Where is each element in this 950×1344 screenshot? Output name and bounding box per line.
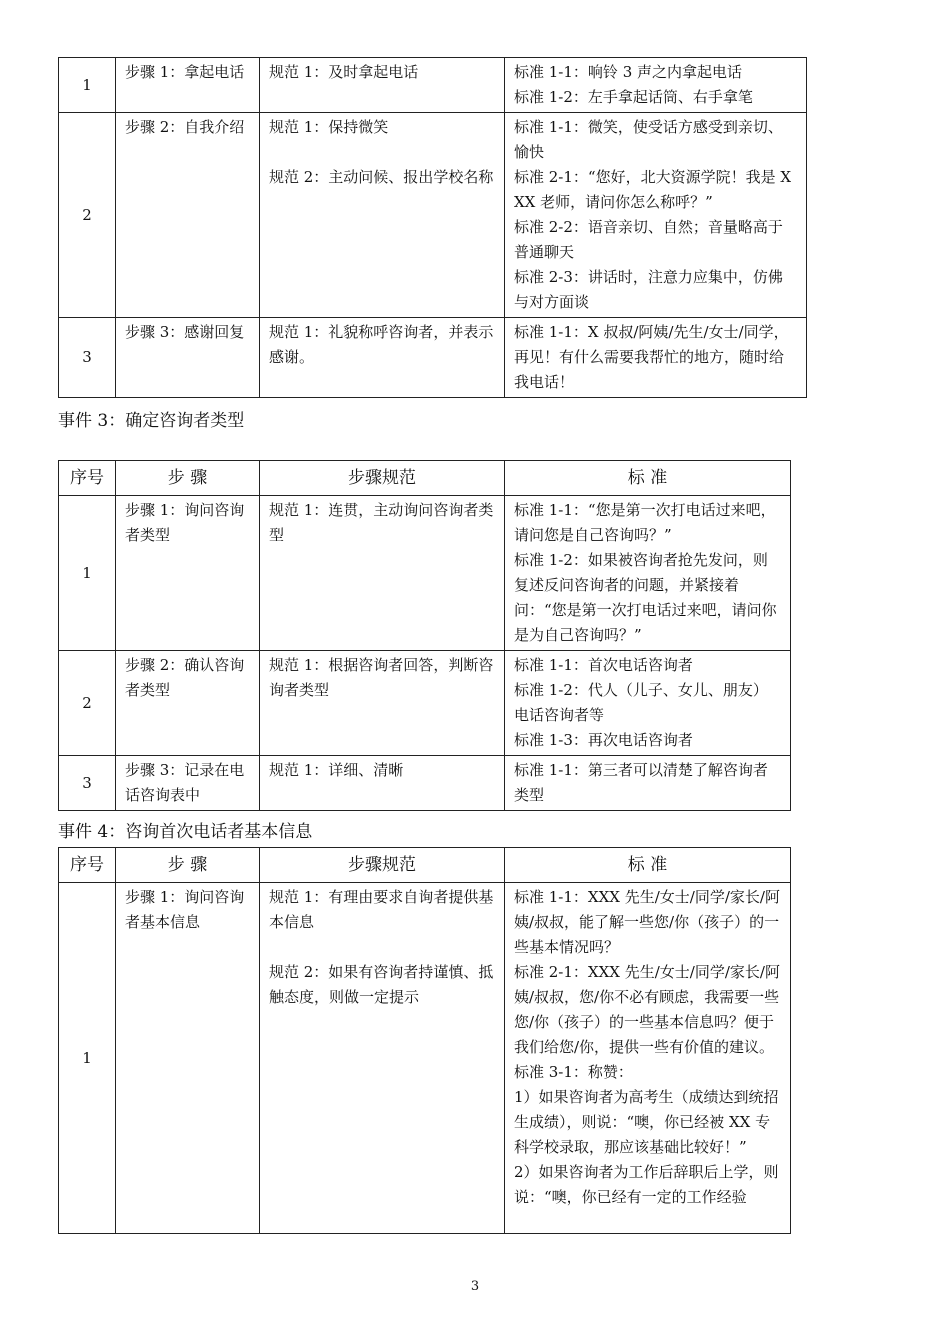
norm-cell — [260, 58, 505, 113]
step-cell: 步骤 2：自我介绍 — [116, 113, 260, 318]
standard-line: 标准 1-1：响铃 3 声之内拿起电话 — [514, 63, 743, 81]
step-cell: 步骤 1：询问咨询者类型 — [116, 496, 260, 651]
norm-line: 规范 1：详细、清晰 — [269, 761, 404, 779]
norm-line: 规范 2：主动问候、报出学校名称 — [269, 168, 494, 186]
standard-line: 标准 1-1：首次电话咨询者 — [514, 656, 693, 674]
norm-line: 规范 2：如果有咨询者持谨慎、抵触态度，则做一定提示 — [269, 963, 494, 1006]
standard-line: 标准 1-1：“您是第一次打电话过来吧，请问您是自己咨询吗？” — [514, 501, 776, 544]
table-row — [59, 318, 807, 398]
event2-table — [58, 57, 807, 398]
header-norm: 步骤规范 — [260, 848, 505, 883]
norm-line: 规范 1：根据咨询者回答，判断咨询者类型 — [269, 656, 494, 699]
standard-line: 标准 1-2：左手拿起话筒、右手拿笔 — [514, 88, 753, 106]
event4-table — [58, 847, 791, 1234]
norm-cell — [260, 318, 505, 398]
row-number: 1 — [59, 496, 116, 651]
standard-line: 标准 1-3：再次电话咨询者 — [514, 731, 693, 749]
norm-cell — [260, 883, 505, 1234]
table-row — [59, 651, 791, 756]
norm-line: 规范 1：连贯，主动询问咨询者类型 — [269, 501, 494, 544]
standard-cell — [505, 756, 791, 811]
standard-line: 1）如果咨询者为高考生（成绩达到统招生成绩），则说：“噢，你已经被 XX 专科学校录取，那应该基础比较好！” — [514, 1088, 779, 1156]
norm-line: 规范 1：礼貌称呼咨询者，并表示感谢。 — [269, 323, 494, 366]
standard-line: 标准 1-1：XXX 先生/女士/同学/家长/阿姨/叔叔，能了解一些您/你（孩子）的一些基本情况吗？ — [514, 888, 780, 956]
norm-cell — [260, 756, 505, 811]
norm-line: 规范 1：保持微笑 — [269, 118, 389, 136]
standard-cell — [505, 883, 791, 1234]
header-step: 步 骤 — [116, 461, 260, 496]
event3-table — [58, 460, 791, 811]
step-cell: 步骤 1：拿起电话 — [116, 58, 260, 113]
table-header-row — [59, 848, 791, 883]
step-cell: 步骤 1：询问咨询者基本信息 — [116, 883, 260, 1234]
standard-line: 2）如果咨询者为工作后辞职后上学，则说：“噢，你已经有一定的工作经验 — [514, 1163, 779, 1206]
standard-line: 标准 1-2：代人（儿子、女儿、朋友）电话咨询者等 — [514, 681, 768, 724]
standard-line: 标准 2-1：XXX 先生/女士/同学/家长/阿姨/叔叔，您/你不必有顾虑，我需要一些您/你（孩子）的一些基本信息吗？便于我们给您/你，提供一些有价值的建议。 — [514, 963, 780, 1056]
step-cell: 步骤 2：确认咨询者类型 — [116, 651, 260, 756]
header-norm: 步骤规范 — [260, 461, 505, 496]
page-number: 3 — [470, 1279, 480, 1294]
header-index: 序号 — [59, 461, 116, 496]
header-index: 序号 — [59, 848, 116, 883]
norm-line: 规范 1：有理由要求自询者提供基本信息 — [269, 888, 494, 931]
header-standard: 标 准 — [505, 848, 791, 883]
row-number: 3 — [59, 318, 116, 398]
norm-line: 规范 1：及时拿起电话 — [269, 63, 419, 81]
standard-line: 标准 2-2：语音亲切、自然；音量略高于普通聊天 — [514, 218, 783, 261]
event4-heading: 事件 4：咨询首次电话者基本信息 — [58, 822, 313, 842]
standard-cell — [505, 113, 807, 318]
norm-cell — [260, 496, 505, 651]
standard-line: 标准 3-1：称赞： — [514, 1063, 633, 1081]
standard-line: 标准 1-1：第三者可以清楚了解咨询者类型 — [514, 761, 768, 804]
standard-line: 标准 1-1：微笑，使受话方感受到亲切、愉快 — [514, 118, 783, 161]
table-row — [59, 883, 791, 1234]
step-cell: 步骤 3：记录在电话咨询表中 — [116, 756, 260, 811]
standard-line: 标准 1-1：X 叔叔/阿姨/先生/女士/同学，再见！有什么需要我帮忙的地方，随时给我电话！ — [514, 323, 789, 391]
standard-line: 标准 1-2：如果被咨询者抢先发问，则复述反问咨询者的问题，并紧接着问：“您是第一次打电话过来吧，请问你是为自己咨询吗？” — [514, 551, 777, 644]
header-standard: 标 准 — [505, 461, 791, 496]
standard-line: 标准 2-3：讲话时，注意力应集中，仿佛与对方面谈 — [514, 268, 783, 311]
standard-cell — [505, 58, 807, 113]
standard-cell — [505, 651, 791, 756]
table-row — [59, 496, 791, 651]
table-row — [59, 113, 807, 318]
event3-heading: 事件 3：确定咨询者类型 — [58, 411, 245, 431]
standard-line: 标准 2-1：“您好，北大资源学院！我是 XXX 老师，请问你怎么称呼？” — [514, 168, 792, 211]
row-number: 3 — [59, 756, 116, 811]
norm-cell — [260, 651, 505, 756]
norm-cell — [260, 113, 505, 318]
table-row — [59, 58, 807, 113]
standard-cell — [505, 496, 791, 651]
row-number: 1 — [59, 883, 116, 1234]
step-cell: 步骤 3：感谢回复 — [116, 318, 260, 398]
table-row — [59, 756, 791, 811]
row-number: 2 — [59, 113, 116, 318]
row-number: 2 — [59, 651, 116, 756]
standard-cell — [505, 318, 807, 398]
row-number: 1 — [59, 58, 116, 113]
table-header-row — [59, 461, 791, 496]
header-step: 步 骤 — [116, 848, 260, 883]
